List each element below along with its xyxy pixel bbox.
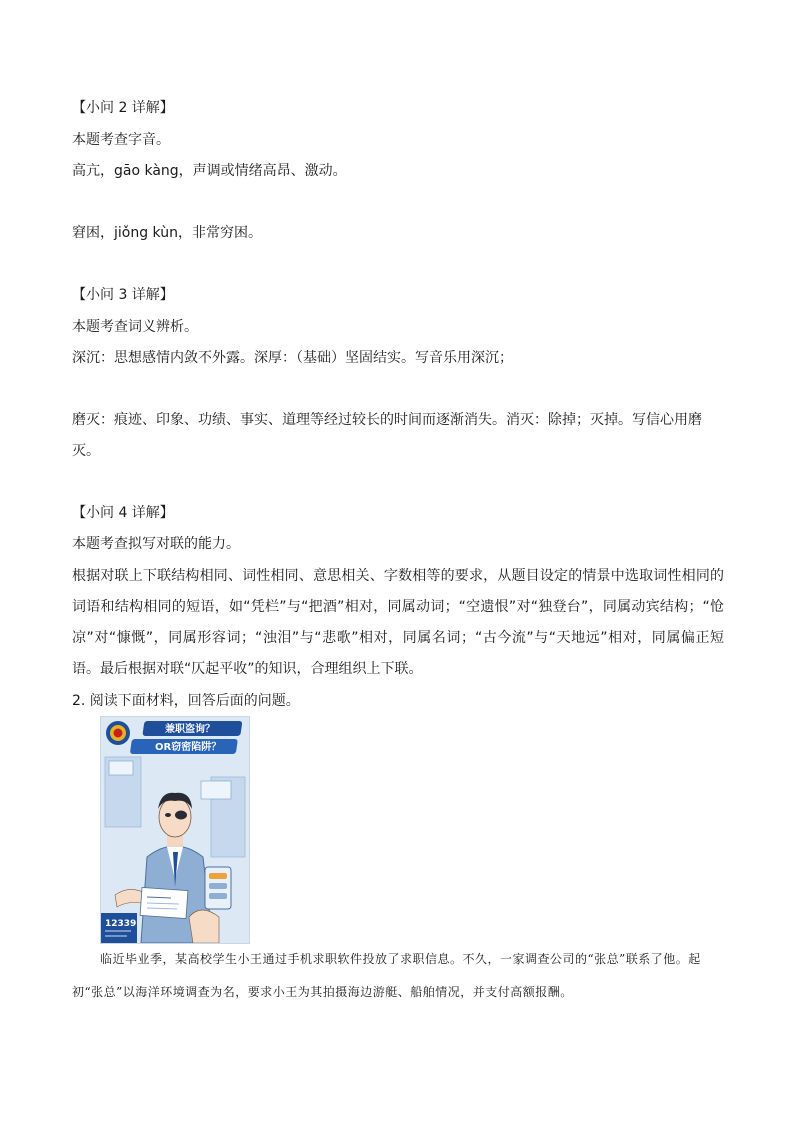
police-emblem-icon bbox=[106, 721, 130, 745]
question-2-prompt: 2. 阅读下面材料，回答后面的问题。 bbox=[72, 693, 300, 709]
q2-intro: 本题考查字音。 bbox=[72, 132, 170, 148]
q3-intro: 本题考查词义辨析。 bbox=[72, 319, 198, 335]
q3-item-2: 磨灭：痕迹、印象、功绩、事实、道理等经过较长的时间而逐渐消失。消灭：除掉；灭掉。写信心用磨灭。 bbox=[72, 412, 702, 459]
q2-header: 【小问 2 详解】 bbox=[72, 100, 174, 116]
q2-item-1: 高亢，gāo kàng，声调或情绪高昂、激动。 bbox=[72, 163, 347, 179]
anti-espionage-poster bbox=[100, 716, 250, 944]
q4-header: 【小问 4 详解】 bbox=[72, 505, 174, 521]
reading-material: 临近毕业季，某高校学生小王通过手机求职软件投放了求职信息。不久，一家调查公司的“张总”联系了他。起初“张总”以海洋环境调查为名，要求小王为其拍摄海边游艇、船舶情况，并支付高额报酬。 bbox=[72, 952, 701, 999]
poster-hotline: 12339 bbox=[105, 919, 137, 929]
q4-intro: 本题考查拟写对联的能力。 bbox=[72, 536, 240, 552]
q4-body: 根据对联上下联结构相同、词性相同、意思相关、字数相等的要求，从题目设定的情景中选取词性相同的词语和结构相同的短语，如“凭栏”与“把酒”相对，同属动词；“空遗恨”对“独登台”，同属动宾结构；“怆凉”对“慷慨”，同属形容词；“浊泪”与“悲歌”相对，同属名词；“古今流”与“天地远”相对，同属偏正短语。最后根据对联“仄起平收”的知识，合理组织上下联。 bbox=[72, 568, 724, 677]
poster-title-line2: OR窃密陷阱？ bbox=[155, 742, 222, 753]
q2-item-2: 窘困，jiǒng kùn，非常穷困。 bbox=[72, 225, 262, 241]
q3-header: 【小问 3 详解】 bbox=[72, 287, 174, 303]
poster-title-line1: 兼职盗询？ bbox=[165, 724, 215, 735]
q3-item-1: 深沉：思想感情内敛不外露。深厚：（基础）坚固结实。写音乐用深沉； bbox=[72, 350, 513, 366]
